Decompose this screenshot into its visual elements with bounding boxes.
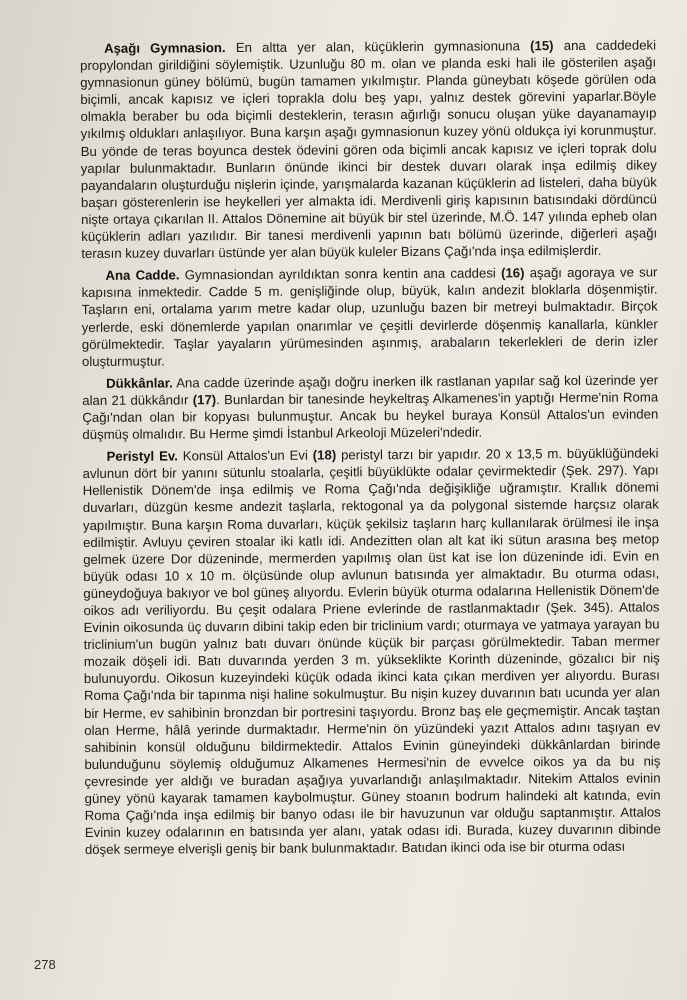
paragraph-text: Konsül Attalos'un Evi xyxy=(177,447,313,464)
body-text xyxy=(80,36,661,863)
section-heading: Ana Cadde. xyxy=(105,267,180,284)
section-ana-cadde xyxy=(81,264,658,370)
section-body xyxy=(80,37,657,261)
figure-reference: (18) xyxy=(312,447,337,463)
figure-reference: (17) xyxy=(192,392,217,408)
section-asagi-gymnasion xyxy=(80,36,657,262)
figure-reference: (16) xyxy=(500,265,525,281)
figure-reference: (15) xyxy=(530,38,554,54)
section-heading: Dükkânlar. xyxy=(106,375,173,391)
section-dukkanlar xyxy=(82,371,658,443)
paragraph-text: Gymnasiondan ayrıldıktan sonra kentin ana caddesi xyxy=(179,265,502,283)
paragraph-text: Ana cadde üzerinde aşağı doğru inerken ilk rastlanan yapılar sağ kol üzerinde yer alan 21 dükkândır xyxy=(82,372,659,408)
page-number: 278 xyxy=(34,957,56,972)
section-heading: Aşağı Gymnasion. xyxy=(104,40,226,56)
paragraph-text: ana caddedeki propylondan girildiğini söylemiştik. Uzunluğu 80 m. olan ve planda eski hali ile gösterilen aşağı gymnasionun güney bölümü, bugün tamamen yıkılmıştır. Planda güneybatı köşede görülen oda biçimli, ancak kapısız ve içleri toprakla dolu beş yapı, yalnız destek görevini yaparlar.Böyle olmakla beraber bu oda biçimli desteklerin, terasın ağırlığı sonucu oluşan yüke dayanamayıp yıkılmış oldukları anlaşılıyor. Buna karşın aşağı gymnasionun kuzey yönü oldukça iyi korunmuştur. Bu yönde de teras boyunca destek ödevini gören oda biçimli ancak kapısız ve içleri toprak dolu yapılar bulunmaktadır. Bunların önünde ikinci bir destek duvarı olarak inşa edilmiş dikey payandaların oluşturduğu nişlerin içinde, yarışmalarda kazanan küçüklerin ad listeleri, daha büyük başarı gösterenlerin ise heykelleri yer almakta idi. Merdivenli giriş kapısının batısındaki dördüncü nişte ortaya çıkarılan II. Attalos Dönemine ait büyük bir stel üzerinde, M.Ö. 147 yılında epheb olan küçüklerin adları yazılıdır. Bir tanesi merdivenli yapının batı bölümü üzerinde, diğerleri aşağı terasın kuzey duvarları üstünde yer alan büyük kuleler Bizans Çağı'nda inşa edilmişlerdir. xyxy=(80,37,658,262)
paragraph-text: aşağı agoraya ve sur kapısına inmektedir. Cadde 5 m. genişliğinde olup, büyük, kalın andezit bloklarla döşenmiştir. Taşların eni, ortalama yarım metre kadar olup, uzunluğu bazen bir metreyi bulmaktadır. Birçok yerlerde, eski dönemlerde yapılan onarımlar ve çeşitli devirlerde döşenmiş kanallarla, künkler görülmektedir. Taşlar yayaların yürümesinden aşınmış, arabaların tekerlekleri de derin izler oluşturmuştur. xyxy=(81,264,658,369)
paragraph-text: . Bunlardan bir tanesinde heykeltraş Alkamenes'in yaptığı Herme'nin Roma Çağı'ndan olan bir kopyası bulunmuştur. Ancak bu heykel buraya Konsül Attalos'un evinden düşmüş olmalıdır. Bu Herme şimdi İstanbul Arkeoloji Müzeleri'ndedir. xyxy=(82,389,659,443)
paragraph-text: En altta yer alan, küçüklerin gymnasionuna xyxy=(225,38,531,56)
section-peristyl-ev xyxy=(82,445,660,859)
section-body xyxy=(83,446,661,858)
section-heading: Peristyl Ev. xyxy=(106,448,178,465)
paragraph-text: peristyl tarzı bir yapıdır. 20 x 13,5 m. büyüklüğündeki avlunun dört bir yanını sütunlu stoalarla, çeşitli büyüklükte odalar çevirmektedir (Şek. 297). Yapı Hellenistik Dönem'de inşa edilmiş ve Roma Çağı'nda değişikliğe uğramıştır. Krallık dönemi duvarları, düzgün kesme andezit taşlarla, rektogonal ya da polygonal sistemde harçsız olarak yapılmıştır. Buna karşın Roma duvarları, küçük şekilsiz taşların harç kullanılarak örülmesi ile inşa edilmiştir. Avluyu çeviren stoalar iki katlı idi. Andezitten olan alt kat iki sütun arasına beş metop gelmek üzere Dor düzeninde, mermerden yapılmış olan üst kat ise İon düzeninde idi. Evin en büyük odası 10 x 10 m. ölçüsünde olup avlunun batısında yer almaktadır. Bu oturma odası, güneydoğuya bakıyor ve bol güneş alıyordu. Evlerin büyük oturma odalarına Hellenistik Dönem'de oikos adı veriliyordu. Bu çeşit odalara Priene evlerinde de rastlanmaktadır (Şek. 345). Attalos Evinin oikosunda üç duvarın dibini takip eden bir triclinium vardı; oturmaya ve yatmaya yarayan bu triclinium'un bugün yalnız batı duvarı önünde küçük bir parçası görülmektedir. Taban mermer mozaik döşeli idi. Batı duvarında yerden 3 m. yükseklikte Korinth düzeninde, gözalıcı bir niş bulunuyordu. Oikosun kuzeyindeki küçük odada ikinci kata çıkan merdiven yer alıyordu. Burası Roma Çağı'nda bir tapınma nişi haline sokulmuştur. Bu nişin kuzey duvarının batı ucunda yer alan bir Herme, ev sahibinin bronzdan bir portresini taşıyordu. Bronz baş ele geçmemiştir. Ancak taştan olan Herme, hâlâ yerinde durmaktadır. Herme'nin ön yüzündeki yazıt Attalos adını taşıyan ev sahibinin konsül olduğunu bildirmektedir. Attalos Evinin güneyindeki dükkânlardan birinde bulunduğunu söylemiş olduğumuz Alkamenes Hermesi'nin de evvelce oikos ya da bu niş çevresinde yer aldığı ve buradan aşağıya yuvarlandığı anlaşılmaktadır. Nitekim Attalos evinin güney yönü kayarak tamamen kaybolmuştur. Güney stoanın bodrum halindeki alt katında, evin Roma Çağı'nda inşa edilmiş bir banyo odası ile bir havuzunun var olduğu saptanmıştır. Attalos Evinin kuzey odalarının en batısında yer alanı, yatak odası idi. Burada, kuzey duvarının dibinde döşek sermeye elverişli geniş bir bank bulunmaktadır. Batıdan ikinci oda ise bir oturma odası xyxy=(82,445,661,858)
